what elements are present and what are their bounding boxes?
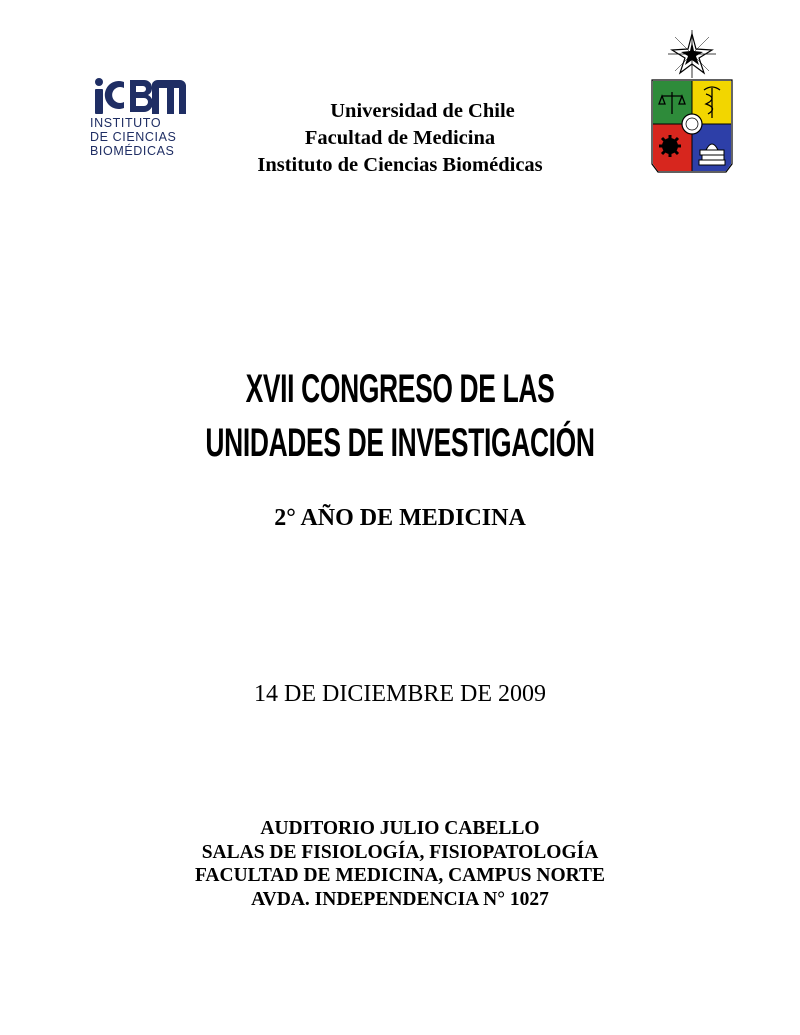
congress-title-line-1: XVII CONGRESO DE LAS (245, 367, 555, 411)
logo-line-2: DE CIENCIAS (90, 130, 177, 144)
icbm-logo-mark (92, 76, 190, 116)
event-date: 14 DE DICIEMBRE DE 2009 (254, 681, 546, 707)
icbm-logo (90, 76, 194, 158)
congress-title-line-2: UNIDADES DE INVESTIGACIÓN (205, 421, 595, 465)
university-crest-icon (646, 28, 738, 178)
institute-name: Instituto de Ciencias Biomédicas (257, 154, 543, 176)
venue-block (0, 817, 800, 911)
logo-line-3: BIOMÉDICAS (90, 144, 175, 158)
institution-header (200, 98, 600, 179)
faculty-name: Facultad de Medicina (304, 127, 496, 149)
venue-line-2: SALAS DE FISIOLOGÍA, FISIOPATOLOGÍA (201, 841, 599, 863)
venue-line-1: AUDITORIO JULIO CABELLO (260, 818, 540, 839)
year-of-study: 2° AÑO DE MEDICINA (274, 505, 526, 531)
venue-line-3: FACULTAD DE MEDICINA, CAMPUS NORTE (194, 865, 606, 886)
venue-line-4: AVDA. INDEPENDENCIA N° 1027 (251, 888, 549, 910)
university-name: Universidad de Chile (330, 100, 515, 122)
logo-line-1: INSTITUTO (90, 116, 162, 130)
congress-title (0, 362, 800, 470)
